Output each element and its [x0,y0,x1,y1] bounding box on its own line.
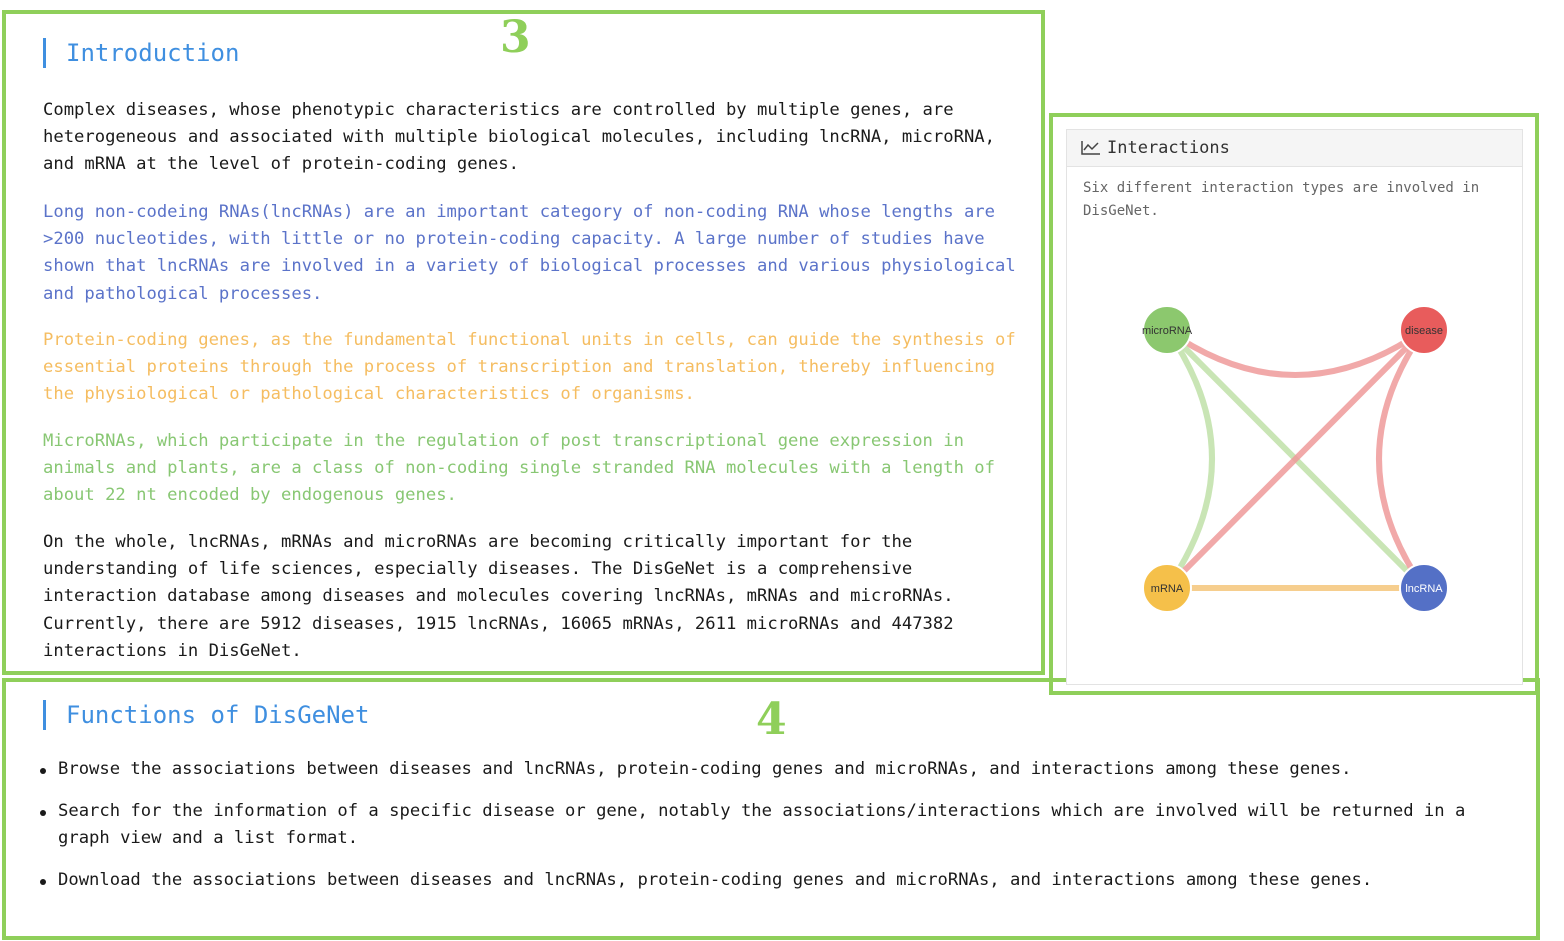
node-microrna[interactable] [1142,306,1193,354]
interactions-panel [1066,129,1523,685]
intro-paragraph-microrna: MicroRNAs, which participate in the regulation of post transcriptional gene expression in animals and plants, are a class of non-coding single stranded RNA molecules with a length of about 22 nt encoded by endogenous genes. [43,431,995,506]
section-marker-4: 4 [756,694,787,745]
function-item-browse: Browse the associations between diseases and lncRNAs, protein-coding genes and microRNAs, and interactions among these genes. [38,756,1498,783]
interactions-panel-title: Interactions [1107,138,1230,158]
node-disease[interactable] [1400,306,1448,354]
node-label-disease: disease [1405,325,1443,337]
function-item-search: Search for the information of a specific disease or gene, notably the associations/interactions which are involved will be returned in a graph view and a list format. [38,798,1498,852]
node-mrna[interactable] [1143,564,1191,612]
node-label-lncrna: lncRNA [1405,583,1443,595]
intro-paragraph-protein-coding: Protein-coding genes, as the fundamental functional units in cells, can guide the synthesis of essential proteins through the process of transcription and translation, thereby influencing the physiological or pathological characteristics of organisms. [43,330,1016,405]
intro-paragraph-complex-diseases: Complex diseases, whose phenotypic characteristics are controlled by multiple genes, are heterogeneous and associated with multiple biological molecules, including lncRNA, microRNA, and mRNA at the level of protein-coding genes. [43,100,995,175]
intro-paragraph-lncrna: Long non-codeing RNAs(lncRNAs) are an important category of non-coding RNA whose lengths are >200 nucleotides, with little or no protein-coding capacity. A large number of studies have shown that lncRNAs are involved in a variety of biological processes and various physiological and pathological processes. [43,202,1016,304]
functions-list [38,756,1498,909]
functions-heading: Functions of DisGeNet [43,700,369,730]
introduction-heading: Introduction [43,38,239,68]
section-marker-3: 3 [500,12,531,63]
interactions-description: Six different interaction types are involved in DisGeNet. [1083,180,1480,219]
node-lncrna[interactable] [1400,564,1448,612]
node-label-microrna: microRNA [1141,325,1193,337]
function-item-download: Download the associations between diseases and lncRNAs, protein-coding genes and microRNAs, and interactions among these genes. [38,867,1498,894]
node-label-mrna: mRNA [1150,583,1184,595]
interaction-graph[interactable] [1067,130,1524,686]
intro-paragraph-summary: On the whole, lncRNAs, mRNAs and microRNAs are becoming critically important for the understanding of life sciences, especially diseases. The DisGeNet is a comprehensive interaction database among diseases and molecules covering lncRNAs, mRNAs and microRNAs. Currently, there are 5912 diseases, 1915 lncRNAs, 16065 mRNAs, 2611 microRNAs and 447382 interactions in DisGeNet. [43,532,954,661]
